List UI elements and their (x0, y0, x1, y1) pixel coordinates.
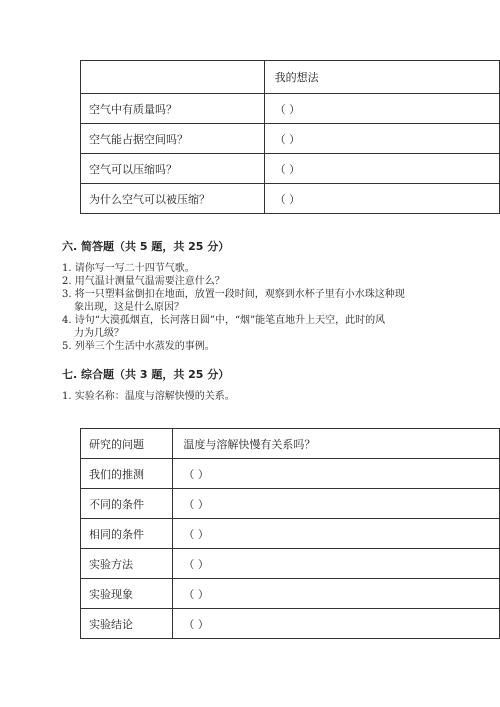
row-label: 我们的推测 (81, 459, 173, 489)
table-row (81, 609, 500, 639)
question-5: 5. 列举三个生活中水蒸发的事例。 (62, 341, 215, 352)
table-row (81, 94, 500, 124)
table-row (81, 519, 500, 549)
answer-blank[interactable]: （ ） (264, 154, 499, 184)
question-4-line2: 力为几级？ (74, 328, 124, 339)
question-1: 1. 请你写一写二十四节气歌。 (62, 263, 195, 274)
question-cell: 为什么空气可以被压缩？ (81, 184, 265, 214)
question-4-line1: 4. 诗句“大漠孤烟直，长河落日圆”中，“烟”能笔直地升上天空，此时的风 (62, 315, 386, 326)
question-3-line1: 3. 将一只塑料盆倒扣在地面，放置一段时间，观察到水杯子里有小水珠这种现 (62, 289, 405, 300)
table-header-row (81, 61, 500, 94)
question-cell: 空气中有质量吗？ (81, 94, 265, 124)
row-label: 实验现象 (81, 579, 173, 609)
section-7-title: 七. 综合题（共 3 题，共 25 分） (62, 368, 230, 381)
answer-blank[interactable]: （ ） (173, 549, 500, 579)
row-value: 温度与溶解快慢有关系吗？ (173, 429, 500, 459)
table-row (81, 184, 500, 214)
table-row (81, 429, 500, 459)
table-row (81, 549, 500, 579)
header-cell-empty (81, 61, 265, 94)
thoughts-table (80, 60, 500, 214)
row-label: 不同的条件 (81, 489, 173, 519)
table-row (81, 579, 500, 609)
question-3-line2: 象出现，这是什么原因？ (74, 302, 184, 313)
row-label: 实验结论 (81, 609, 173, 639)
question-cell: 空气能占据空间吗？ (81, 124, 265, 154)
experiment-intro: 1. 实验名称：温度与溶解快慢的关系。 (62, 391, 235, 402)
table-row (81, 489, 500, 519)
answer-blank[interactable]: （ ） (173, 579, 500, 609)
question-cell: 空气可以压缩吗？ (81, 154, 265, 184)
answer-blank[interactable]: （ ） (173, 609, 500, 639)
row-label: 研究的问题 (81, 429, 173, 459)
row-label: 相同的条件 (81, 519, 173, 549)
answer-blank[interactable]: （ ） (264, 184, 499, 214)
table-row (81, 459, 500, 489)
question-2: 2. 用气温计测量气温需要注意什么？ (62, 276, 225, 287)
header-cell-my-thoughts: 我的想法 (264, 61, 499, 94)
answer-blank[interactable]: （ ） (264, 124, 499, 154)
answer-blank[interactable]: （ ） (173, 489, 500, 519)
row-label: 实验方法 (81, 549, 173, 579)
answer-blank[interactable]: （ ） (173, 459, 500, 489)
answer-blank[interactable]: （ ） (173, 519, 500, 549)
answer-blank[interactable]: （ ） (264, 94, 499, 124)
table-row (81, 124, 500, 154)
experiment-table (80, 428, 500, 639)
table-row (81, 154, 500, 184)
section-6-title: 六. 简答题（共 5 题，共 25 分） (62, 240, 230, 253)
